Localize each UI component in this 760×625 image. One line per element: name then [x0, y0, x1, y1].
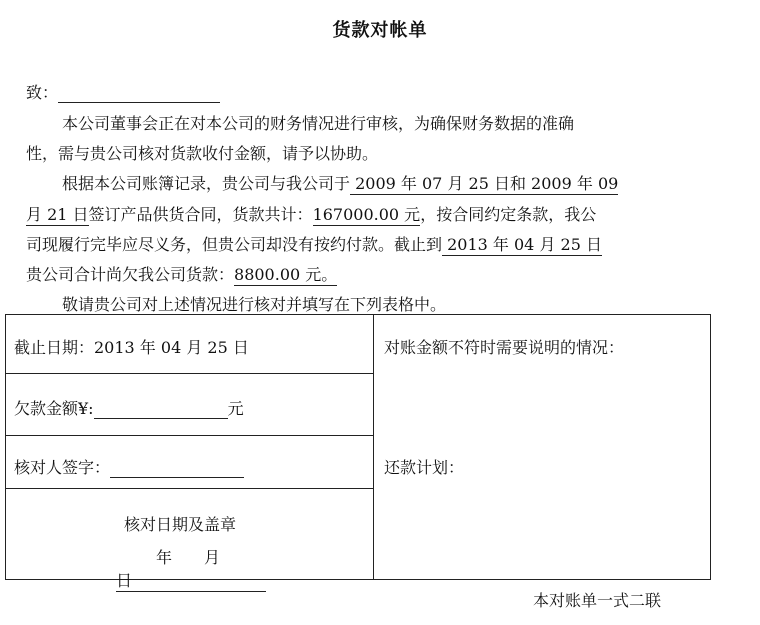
- contract-amount: 167000.00 元: [312, 205, 421, 224]
- contract-dates: 2009 年 07 月 25 日和 2009 年 09: [350, 174, 619, 193]
- contract-suffix: ，按合同约定条款，我公: [420, 205, 597, 224]
- paragraph-3: 敬请贵公司对上述情况进行核对并填写在下列表格中。: [62, 295, 447, 314]
- arrears-cell: [14, 396, 244, 419]
- mismatch-explanation-label: 对账金额不符时需要说明的情况：: [384, 338, 625, 357]
- seal-date-text: 年 月 日: [116, 548, 253, 590]
- paragraph-2-line-1: [62, 171, 618, 194]
- arrears-prefix: 贵公司合计尚欠我公司货款：: [26, 265, 235, 284]
- paragraph-2-line-2: [26, 202, 596, 225]
- confirmation-table: [5, 314, 711, 590]
- recipient-blank[interactable]: [58, 84, 220, 103]
- seal-label: 核对日期及盖章: [124, 515, 237, 534]
- paragraph-1-line-2: 性，需与贵公司核对货款收付金额，请予以协助。: [26, 144, 379, 163]
- arrears-unit: 元: [227, 399, 244, 418]
- row-divider: [6, 488, 373, 489]
- row-divider: [6, 435, 373, 436]
- seal-date-field[interactable]: [116, 545, 266, 592]
- row-divider: [6, 373, 373, 374]
- arrears-label: 欠款金额¥:: [14, 399, 94, 418]
- to-label: 致：: [26, 83, 59, 102]
- table-divider: [373, 315, 374, 579]
- paragraph-1-line-1: 本公司董事会正在对本公司的财务情况进行审核，为确保财务数据的准确: [62, 114, 575, 133]
- cutoff-date-cell: 截止日期：2013 年 04 月 25 日: [14, 338, 249, 357]
- page-title: 货款对帐单: [332, 20, 428, 41]
- cutoff-prefix: 司现履行完毕应尽义务，但贵公司却没有按约付款。截止到: [26, 235, 443, 254]
- arrears-amount: 8800.00 元。: [234, 265, 338, 284]
- checker-cell: [14, 455, 244, 478]
- repayment-plan-label: 还款计划：: [384, 458, 465, 477]
- contract-mid: 签订产品供货合同，货款共计：: [88, 205, 313, 224]
- copies-note: 本对账单一式二联: [533, 591, 662, 610]
- checker-label: 核对人签字：: [14, 458, 111, 477]
- checker-signature-field[interactable]: [110, 459, 244, 478]
- paragraph-2-line-4: [26, 262, 337, 285]
- cutoff-date: 2013 年 04 月 25 日: [442, 235, 602, 254]
- contract-prefix: 根据本公司账簿记录，贵公司与我公司于: [62, 174, 351, 193]
- recipient-line: [26, 80, 220, 103]
- paragraph-2-line-3: [26, 232, 602, 255]
- arrears-amount-field[interactable]: [94, 400, 228, 419]
- contract-date-end: 月 21 日: [26, 205, 89, 224]
